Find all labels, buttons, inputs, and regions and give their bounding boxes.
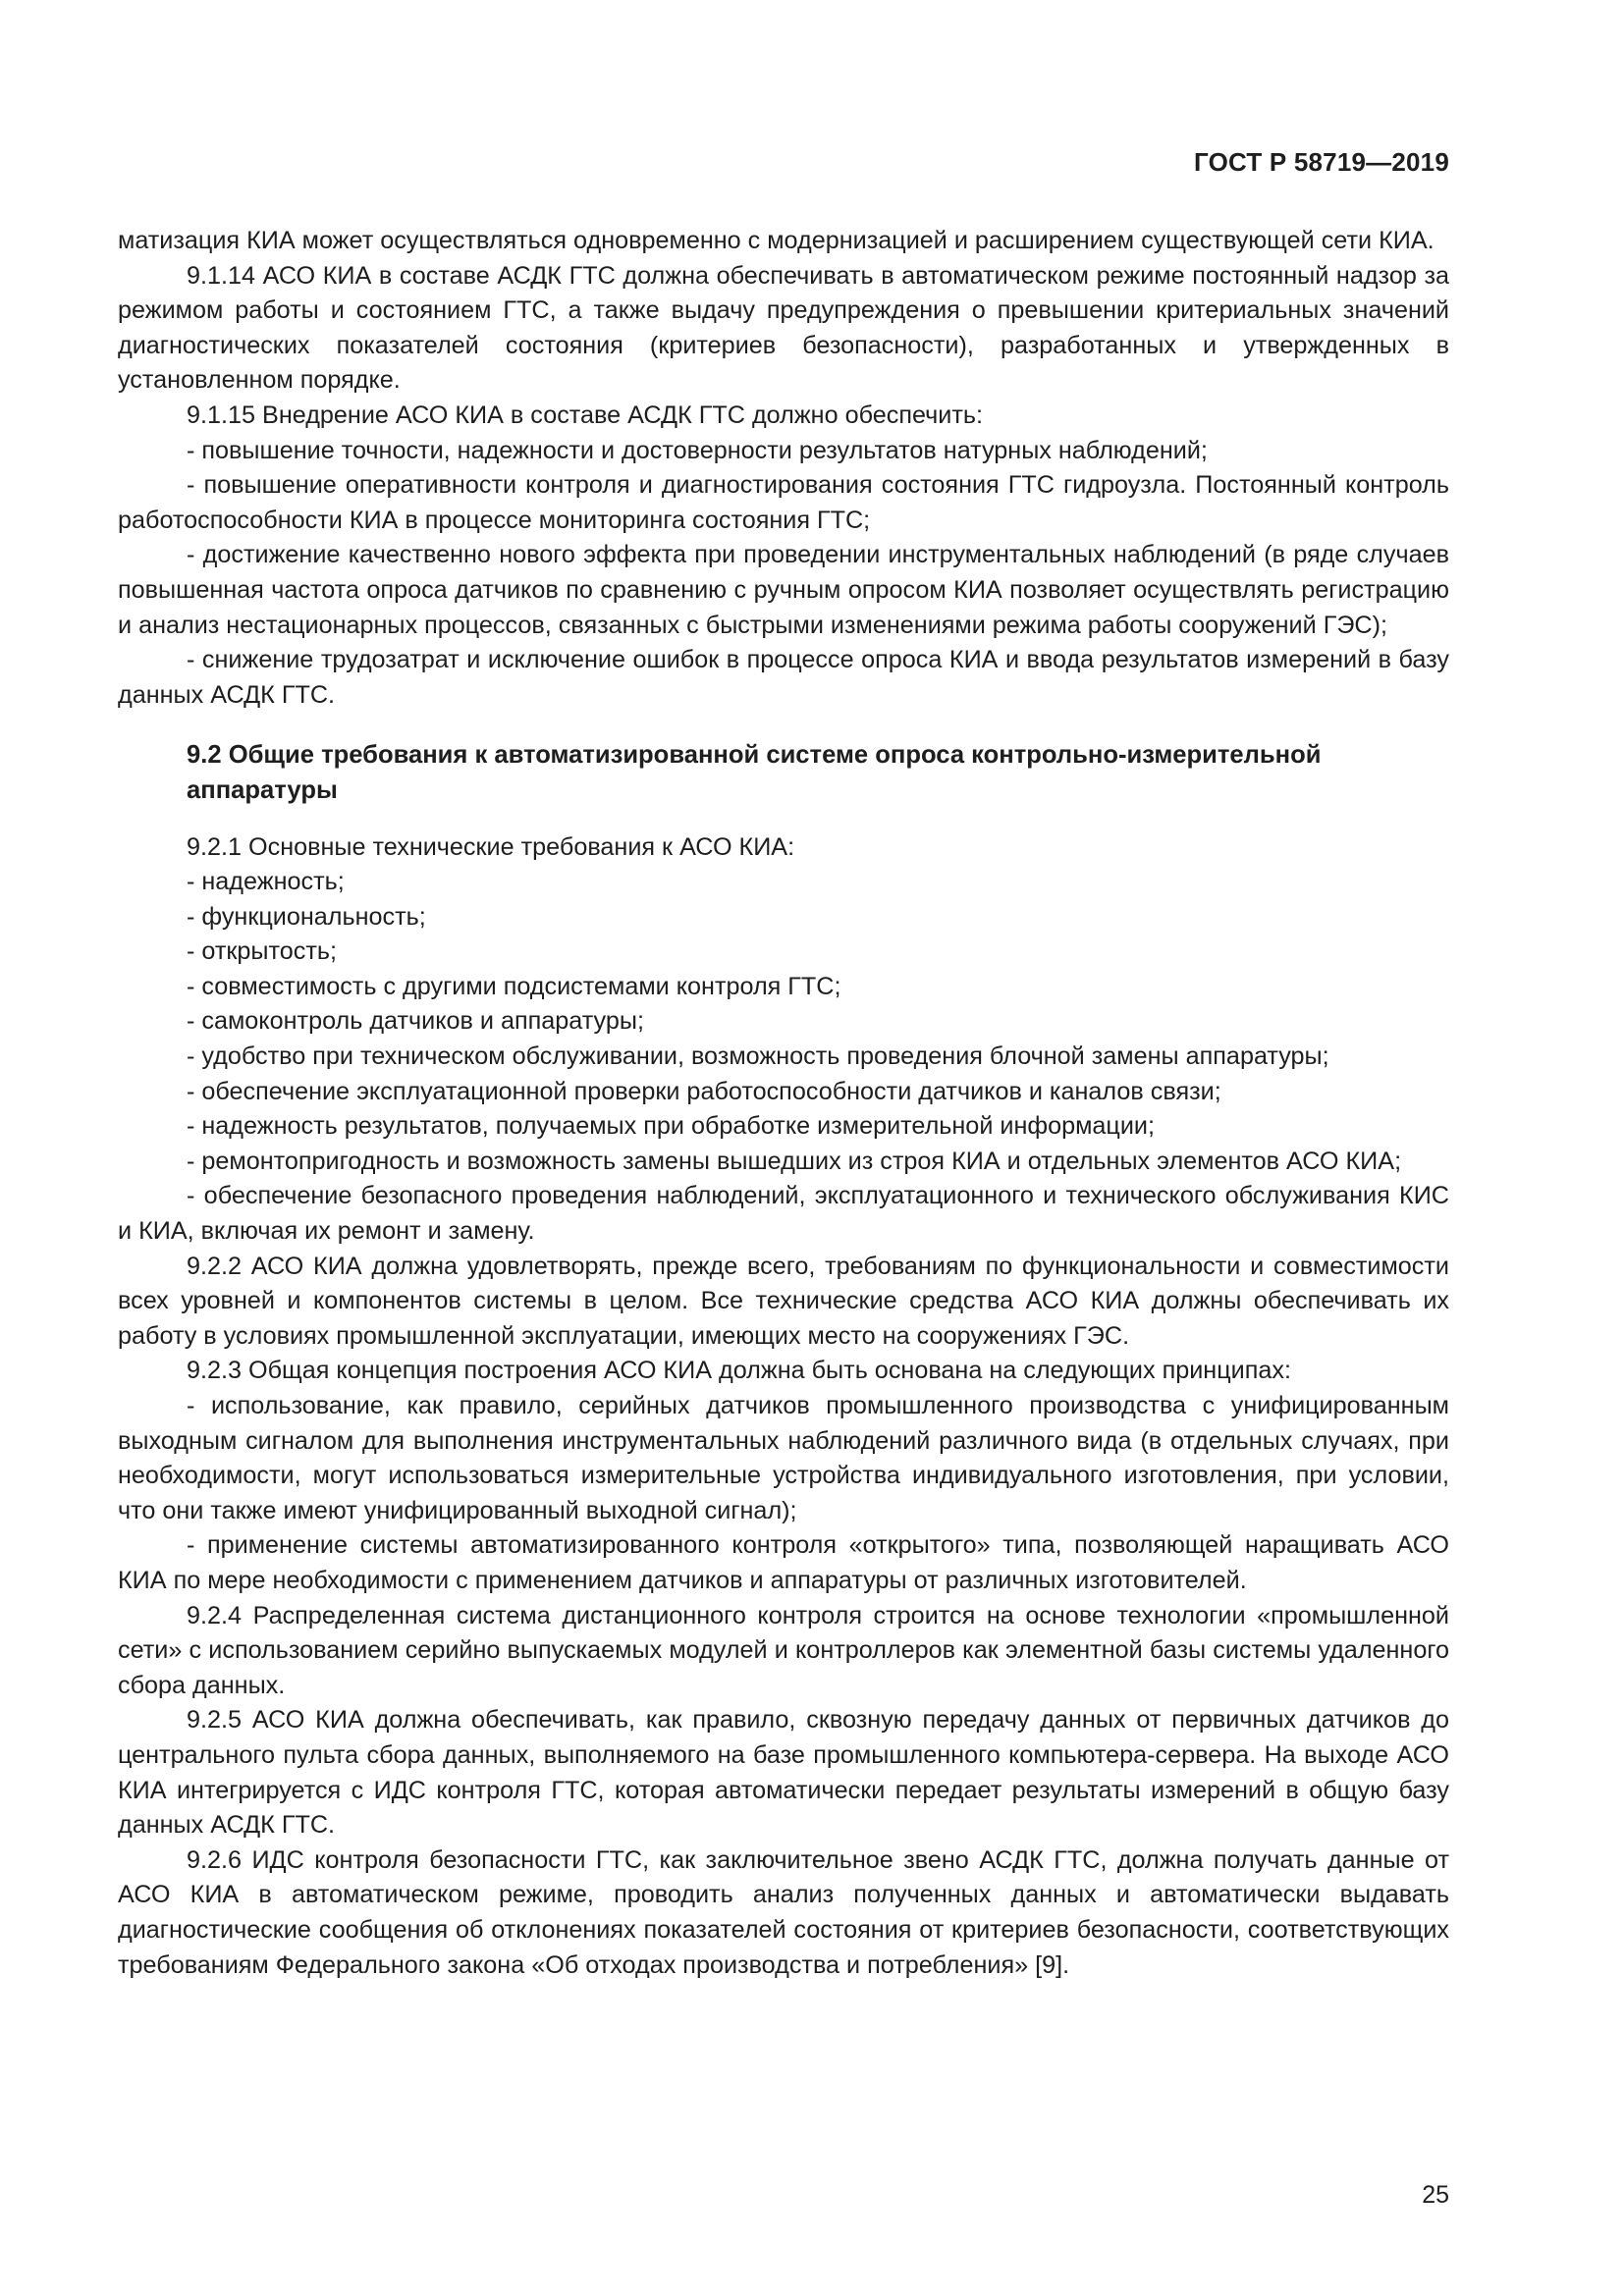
paragraph: - снижение трудозатрат и исключение ошибок в процессе опроса КИА и ввода результатов измерений в базу данных АСДК ГТС. bbox=[118, 646, 1449, 709]
paragraph: 9.2.5 АСО КИА должна обеспечивать, как правило, сквозную передачу данных от первичных датчиков до центрального пульта сбора данных, выполняемого на базе промышленного компьютера-сервера. На выходе АСО КИА интегрируется с ИДС контроля ГТС, которая автоматически передает результаты измерений в общую базу данных АСДК ГТС. bbox=[118, 1706, 1449, 1840]
paragraph: - надежность результатов, получаемых при обработке измерительной информации; bbox=[187, 1112, 1155, 1141]
paragraph: - удобство при техническом обслуживании, возможность проведения блочной замены аппаратуры; bbox=[187, 1042, 1329, 1071]
paragraph: 9.2.3 Общая концепция построения АСО КИА должна быть основана на следующих принципах: bbox=[187, 1357, 1291, 1385]
paragraph: - повышение точности, надежности и достоверности результатов натурных наблюдений; bbox=[187, 436, 1208, 464]
paragraph: - ремонтопригодность и возможность замены вышедших из строя КИА и отдельных элементов АСО КИА; bbox=[187, 1147, 1402, 1175]
paragraph-group-bottom bbox=[118, 830, 1449, 1984]
paragraph: - использование, как правило, серийных датчиков промышленного производства с унифицированным выходным сигналом для выполнения инструментальных наблюдений различного вида (в отдельных случаях, при необходимости, могут использоваться измерительные устройства индивидуального изготовления, при условии, что они также имеют унифицированный выходной сигнал); bbox=[118, 1392, 1449, 1524]
paragraph: 9.2.2 АСО КИА должна удовлетворять, прежде всего, требованиям по функциональности и совместимости всех уровней и компонентов системы в целом. Все технические средства АСО КИА должны обеспечивать их работу в условиях промышленной эксплуатации, имеющих место на сооружениях ГЭС. bbox=[118, 1252, 1449, 1350]
page-number: 25 bbox=[1422, 2181, 1449, 2209]
paragraph-group-top bbox=[118, 224, 1449, 713]
paragraph: - открытость; bbox=[187, 937, 338, 966]
paragraph: - обеспечение эксплуатационной проверки работоспособности датчиков и каналов связи; bbox=[187, 1077, 1221, 1105]
paragraph: 9.1.15 Внедрение АСО КИА в составе АСДК ГТС должно обеспечить: bbox=[187, 400, 984, 429]
paragraph: - достижение качественно нового эффекта при проведении инструментальных наблюдений (в ряде случаев повышенная частота опроса датчиков по сравнению с ручным опросом КИА позволяет осуществлять регистрацию и анализ нестационарных процессов, связанных с быстрыми изменениями режима работы сооружений ГЭС); bbox=[118, 541, 1449, 639]
document-body bbox=[118, 224, 1449, 1983]
paragraph: - обеспечение безопасного проведения наблюдений, эксплуатационного и технического обслуживания КИС и КИА, включая их ремонт и замену. bbox=[118, 1182, 1449, 1246]
document-code-header: ГОСТ Р 58719—2019 bbox=[1194, 147, 1449, 177]
paragraph: 9.2.4 Распределенная система дистанционного контроля строится на основе технологии «промышленной сети» с использованием серийно выпускаемых модулей и контроллеров как элементной базы системы удаленного сбора данных. bbox=[118, 1601, 1449, 1699]
paragraph: - надежность; bbox=[187, 868, 345, 896]
paragraph: - совместимость с другими подсистемами контроля ГТС; bbox=[187, 972, 841, 1000]
paragraph: - применение системы автоматизированного контроля «открытого» типа, позволяющей наращивать АСО КИА по мере необходимости с применением датчиков и аппаратуры от различных изготовителей. bbox=[118, 1531, 1449, 1594]
paragraph: 9.2.1 Основные технические требования к АСО КИА: bbox=[187, 832, 795, 861]
paragraph: 9.2.6 ИДС контроля безопасности ГТС, как заключительное звено АСДК ГТС, должна получать данные от АСО КИА в автоматическом режиме, проводить анализ полученных данных и автоматически выдавать диагностические сообщения об отклонениях показателей состояния от критериев безопасности, соответствующих требованиям Федерального закона «Об отходах производства и потребления» [9]. bbox=[118, 1845, 1449, 1979]
paragraph: - повышение оперативности контроля и диагностирования состояния ГТС гидроузла. Постоянный контроль работоспособности КИА в процессе мониторинга состояния ГТС; bbox=[118, 471, 1449, 534]
paragraph: - самоконтроль датчиков и аппаратуры; bbox=[187, 1007, 644, 1036]
section-heading: 9.2 Общие требования к автоматизированной системе опроса контрольно-измерительной аппаратуры bbox=[187, 741, 1322, 804]
paragraph: - функциональность; bbox=[187, 902, 426, 931]
paragraph: матизация КИА может осуществляться одновременно с модернизацией и расширением существующей сети КИА. bbox=[118, 227, 1435, 254]
paragraph: 9.1.14 АСО КИА в составе АСДК ГТС должна обеспечивать в автоматическом режиме постоянный надзор за режимом работы и состоянием ГТС, а также выдачу предупреждения о превышении критериальных значений диагностических показателей состояния (критериев безопасности), разработанных и утвержденных в установленном порядке. bbox=[118, 261, 1449, 395]
